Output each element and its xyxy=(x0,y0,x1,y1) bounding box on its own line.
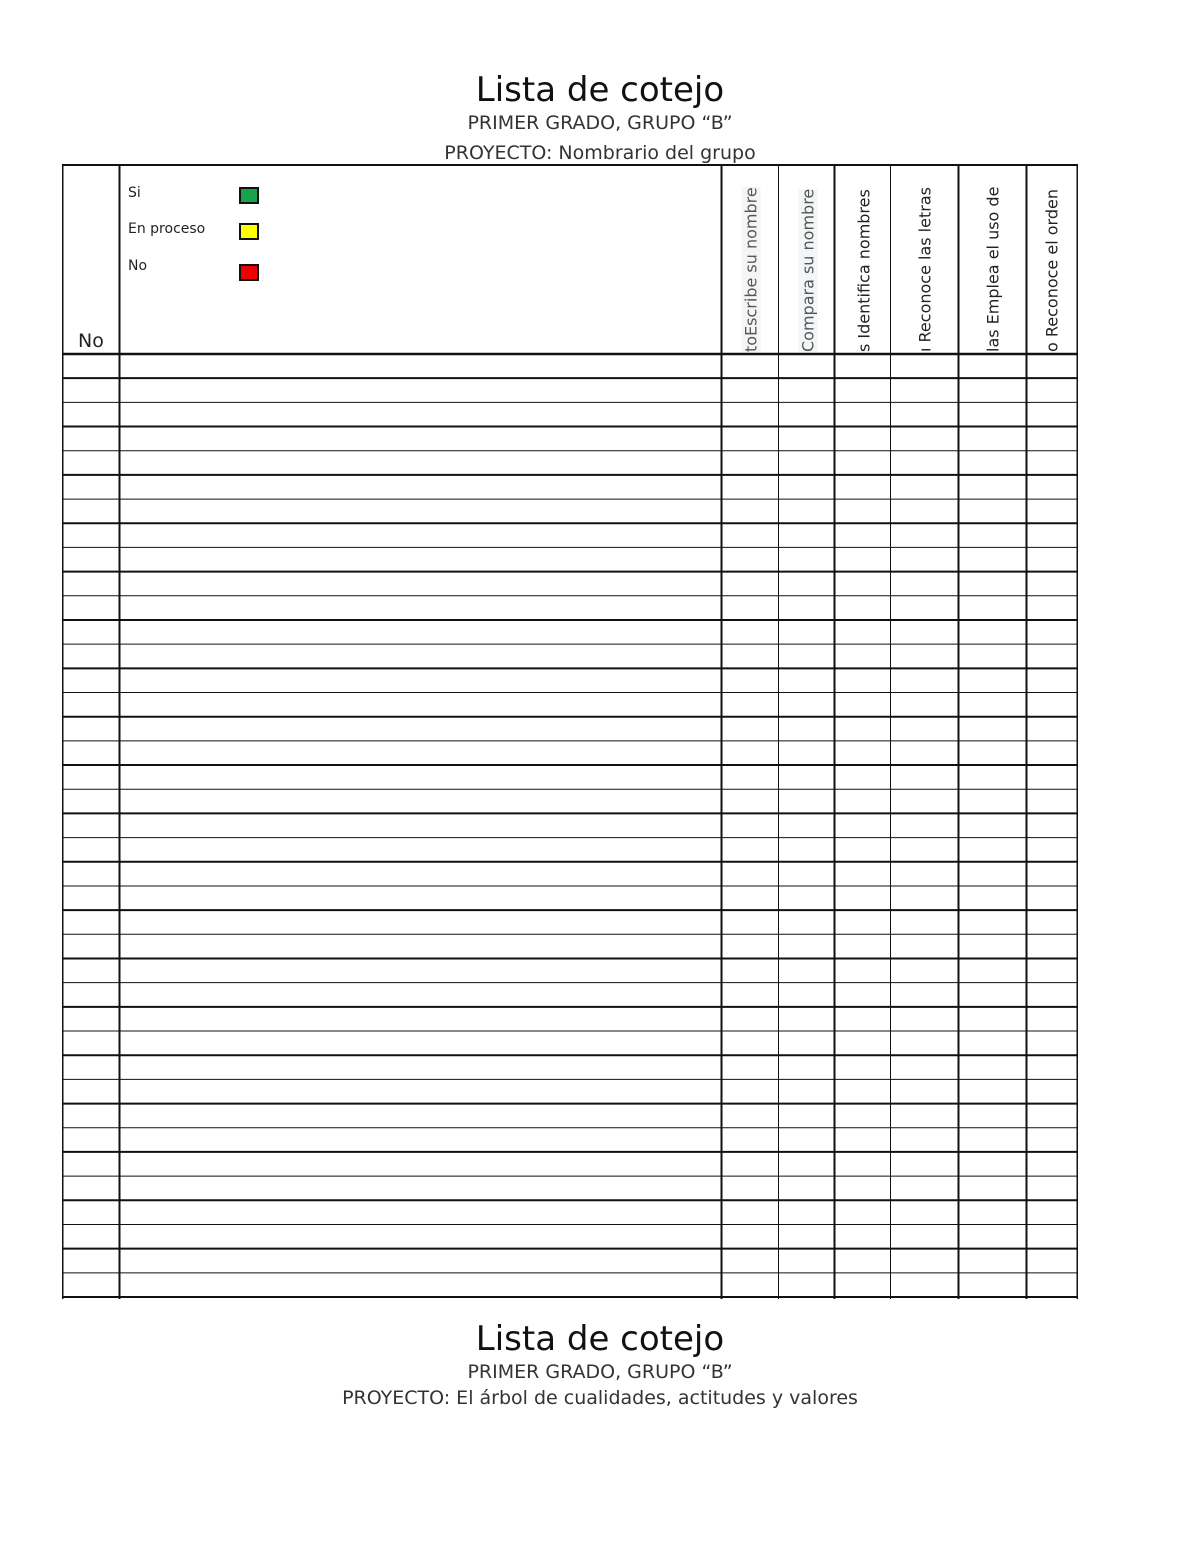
criterion-label: o Reconoce el orden xyxy=(1042,189,1062,352)
legend-swatch-yellow xyxy=(239,223,259,240)
criterion-header-4 xyxy=(893,166,957,352)
criterion-label: ı Reconoce las letras xyxy=(915,187,935,352)
criterion-label: toEscribe su nombre xyxy=(741,187,761,352)
project-label: PROYECTO: Nombrario del grupo xyxy=(444,142,756,164)
criterion-header-5 xyxy=(961,166,1025,352)
criterion-header-1 xyxy=(724,166,778,352)
criterion-header-6 xyxy=(1029,166,1075,352)
legend-swatch-red xyxy=(239,264,259,281)
section-1-header xyxy=(0,70,1200,136)
legend-label-en-proceso: En proceso xyxy=(128,221,206,237)
page-title: Lista de cotejo xyxy=(475,70,725,110)
criterion-header-2 xyxy=(781,166,834,352)
criterion-label: las Emplea el uso de xyxy=(983,186,1003,352)
legend-swatch-green xyxy=(239,187,259,204)
checklist-table xyxy=(62,164,1078,1299)
criterion-label: s Identifica nombres xyxy=(854,189,873,352)
project-label: PROYECTO: El árbol de cualidades, actitudes y valores xyxy=(342,1387,858,1409)
number-column-header: No xyxy=(78,330,104,352)
criterion-header-3 xyxy=(837,166,890,352)
grade-group-label: PRIMER GRADO, GRUPO “B” xyxy=(467,1361,733,1383)
grade-group-label: PRIMER GRADO, GRUPO “B” xyxy=(467,112,733,134)
criterion-label: Compara su nombre xyxy=(798,188,817,352)
legend-label-no: No xyxy=(128,258,148,274)
section-2-header xyxy=(0,1319,1200,1411)
page-title: Lista de cotejo xyxy=(475,1319,725,1359)
legend-label-si: Si xyxy=(128,185,141,201)
